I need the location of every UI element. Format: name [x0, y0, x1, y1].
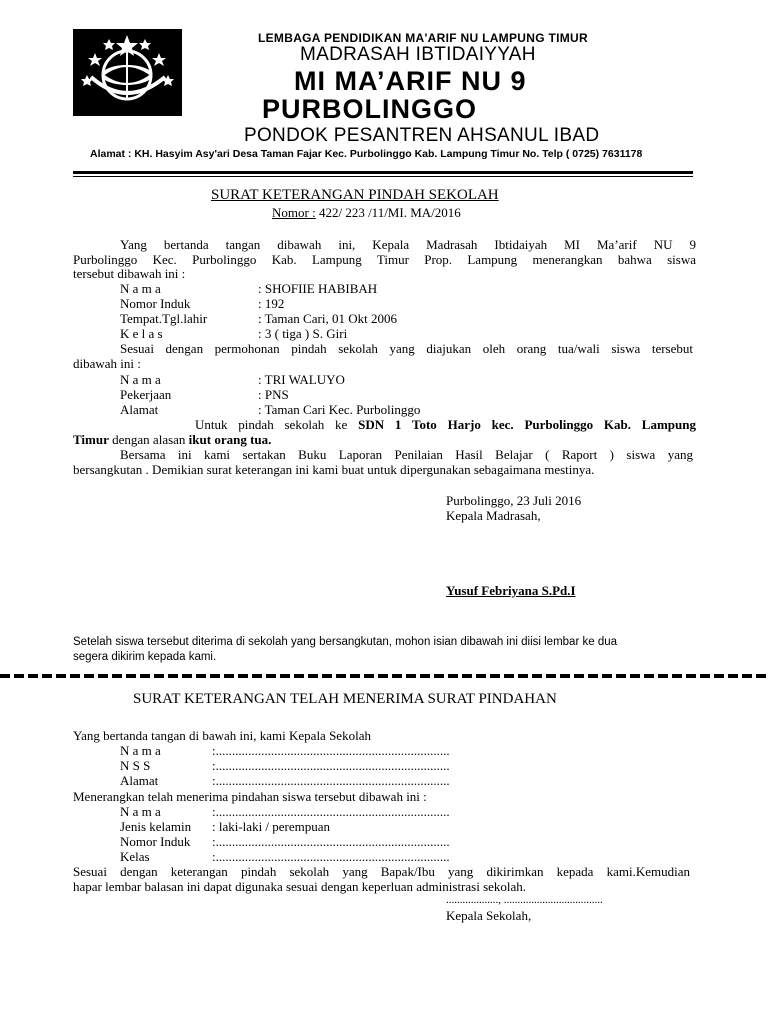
destination-region: Timur [73, 432, 109, 447]
school-nss-label: N S S [120, 758, 151, 773]
nu-logo [73, 29, 182, 116]
header-rule-thin [73, 176, 693, 177]
student-nis-label: Nomor Induk [120, 296, 191, 311]
letter1-title: SURAT KETERANGAN PINDAH SEKOLAH [211, 187, 499, 203]
letter1-intro-line3: tersebut dibawah ini : [73, 266, 186, 281]
letter1-intro-line2: Purbolinggo Kec. Purbolinggo Kab. Lampung Timur Prop. Lampung menerangkan bahwa siswa [73, 252, 696, 267]
school-name-field: :........................................................................ [212, 743, 450, 758]
school-name-line2: PURBOLINGGO [262, 94, 478, 124]
received-name-field: :........................................................................ [212, 804, 450, 819]
school-address-label: Alamat [120, 773, 159, 788]
received-name-label: N a m a [120, 804, 161, 819]
parent-job-label: Pekerjaan [120, 387, 172, 402]
letter1-number-value: 422/ 223 /11/MI. MA/2016 [315, 205, 461, 220]
school-nss-field: :........................................................................ [212, 758, 450, 773]
student-birth-value: : Taman Cari, 01 Okt 2006 [258, 311, 397, 326]
letter2-title: SURAT KETERANGAN TELAH MENERIMA SURAT PINDAHAN [133, 691, 557, 707]
parent-job-value: : PNS [258, 387, 289, 402]
parent-address-label: Alamat [120, 402, 159, 417]
letter1-signer-name: Yusuf Febriyana S.Pd.I [446, 583, 576, 598]
letter1-transfer-line1 [195, 417, 696, 433]
letter1-intro-line1: Yang bertanda tangan dibawah ini, Kepala Madrasah Ibtidaiyah MI Ma’arif NU 9 [120, 237, 696, 252]
school-address-field: :........................................................................ [212, 773, 450, 788]
letter1-request-line1: Sesuai dengan permohonan pindah sekolah yang diajukan oleh orang tua/wali siswa tersebut [120, 341, 693, 356]
school-address: Alamat : KH. Hasyim Asy'ari Desa Taman Fajar Kec. Purbolinggo Kab. Lampung Timur No. Telp ( 0725) 7631178 [90, 148, 643, 160]
nu-emblem-icon [73, 29, 182, 116]
letter1-number [272, 205, 461, 221]
letter2-closing-line2: hapar lembar balasan ini dapat digunaka sesuai dengan keperluan administrasi sekolah. [73, 879, 527, 894]
student-name-label: N a m a [120, 281, 161, 296]
boarding-school-name: PONDOK PESANTREN AHSANUL IBAD [244, 125, 600, 146]
student-class-label: K e l a s [120, 326, 163, 341]
letter1-transfer-line2 [73, 432, 271, 448]
cut-line [0, 674, 768, 678]
parent-name-value: : TRI WALUYO [258, 372, 345, 387]
letter1-number-label: Nomor : [272, 205, 316, 220]
letter2-intro: Yang bertanda tangan di bawah ini, kami Kepala Sekolah [73, 728, 371, 743]
school-name-label: N a m a [120, 743, 161, 758]
letter1-place-date: Purbolinggo, 23 Juli 2016 [446, 493, 582, 508]
school-name-line1: MI MA’ARIF NU 9 [294, 66, 527, 96]
header-rule-thick [73, 171, 693, 174]
letter1-note-line1: Setelah siswa tersebut diterima di sekolah yang bersangkutan, mohon isian dibawah ini diisi lembar ke dua [73, 636, 618, 648]
received-gender-field: : laki-laki / perempuan [212, 819, 331, 834]
transfer-pre: Untuk pindah sekolah ke [195, 417, 359, 432]
letter2-signer-title: Kepala Sekolah, [446, 908, 532, 923]
letter2-statement: Menerangkan telah menerima pindahan siswa tersebut dibawah ini : [73, 789, 427, 804]
received-nis-field: :........................................................................ [212, 834, 450, 849]
student-class-value: : 3 ( tiga ) S. Giri [258, 326, 348, 341]
received-gender-label: Jenis kelamin [120, 819, 192, 834]
received-class-field: :........................................................................ [212, 849, 450, 864]
student-nis-value: : 192 [258, 296, 285, 311]
letter1-raport-line1: Bersama ini kami sertakan Buku Laporan Penilaian Hasil Belajar ( Raport ) siswa yang [120, 447, 693, 462]
school-type: MADRASAH IBTIDAIYYAH [300, 44, 536, 65]
student-name-value: : SHOFIIE HABIBAH [258, 281, 378, 296]
received-nis-label: Nomor Induk [120, 834, 191, 849]
transfer-mid: dengan alasan [108, 432, 189, 447]
letter2-closing-line1: Sesuai dengan keterangan pindah sekolah yang Bapak/Ibu yang dikirimkan kepada kami.Kemudian [73, 864, 690, 879]
parent-address-value: : Taman Cari Kec. Purbolinggo [258, 402, 421, 417]
letter1-raport-line2: bersangkutan . Demikian surat keterangan ini kami buat untuk dipergunakan sebagaimana mestinya. [73, 462, 595, 477]
transfer-reason: ikut orang tua. [188, 432, 272, 447]
letter1-note-line2: segera dikirim kepada kami. [73, 651, 217, 663]
letter2-place-date: ..................., .................................... [446, 894, 603, 906]
received-class-label: Kelas [120, 849, 150, 864]
letter1-signer-title: Kepala Madrasah, [446, 508, 541, 523]
parent-name-label: N a m a [120, 372, 161, 387]
foundation-name: LEMBAGA PENDIDIKAN MA'ARIF NU LAMPUNG TIMUR [258, 31, 588, 45]
student-birth-label: Tempat.Tgl.lahir [120, 311, 208, 326]
destination-school: SDN 1 Toto Harjo kec. Purbolinggo Kab. Lampung [358, 417, 696, 432]
letter1-request-line2: dibawah ini : [73, 356, 141, 371]
